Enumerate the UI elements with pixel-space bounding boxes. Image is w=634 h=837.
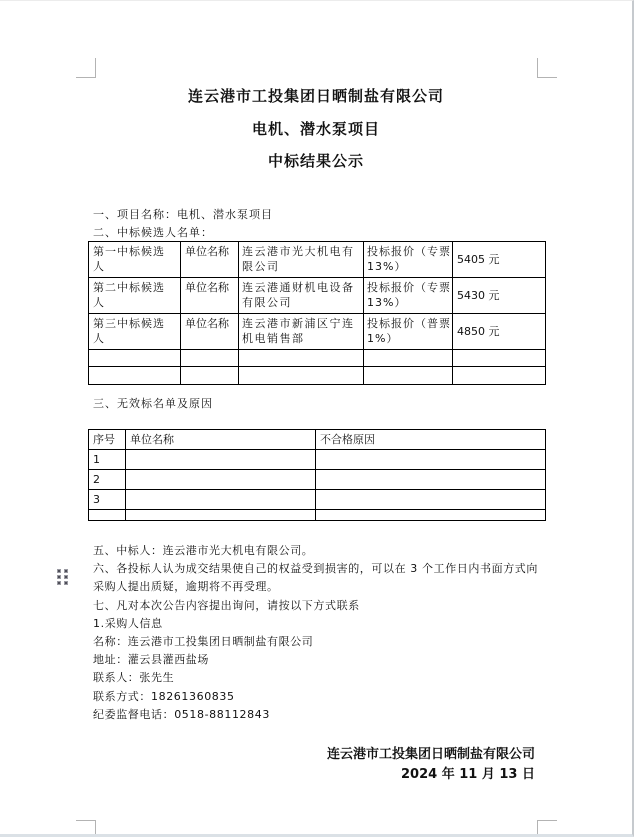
price-cell: 4850 元 xyxy=(453,314,546,350)
table-row xyxy=(89,278,546,314)
signature-date: 2024 年 11 月 13 日 xyxy=(401,766,535,782)
candidate-rank-cell: 第二中标候选人 xyxy=(89,278,181,314)
object-anchor-handle-icon[interactable] xyxy=(57,569,69,587)
row-number-cell xyxy=(89,510,126,521)
column-header-reason: 不合格原因 xyxy=(316,430,546,450)
company-name-cell xyxy=(126,470,316,490)
reason-cell xyxy=(316,450,546,470)
company-cell: 连云港市光大机电有限公司 xyxy=(239,242,364,278)
table-row-empty xyxy=(89,367,546,385)
contact-phone-line: 联系方式：18261360835 xyxy=(93,689,235,703)
section-invalid-heading: 三、无效标名单及原因 xyxy=(93,397,213,410)
candidate-rank-cell: 第三中标候选人 xyxy=(89,314,181,350)
objection-line: 六、各投标人认为成交结果使自己的权益受到损害的，可以在 3 个工作日内书面方式向采购人提出质疑，逾期将不再受理。 xyxy=(93,562,538,594)
dot xyxy=(64,569,68,573)
field-label-cell: 单位名称 xyxy=(181,242,239,278)
company-title: 连云港市工投集团日晒制盐有限公司 xyxy=(187,87,444,105)
purchaser-address-line: 地址：灌云县灌西盐场 xyxy=(93,653,209,667)
reason-cell xyxy=(316,470,546,490)
dot xyxy=(64,575,68,579)
dot xyxy=(57,575,61,579)
row-number-cell: 3 xyxy=(89,490,126,510)
row-number-cell: 1 xyxy=(89,450,126,470)
dot xyxy=(64,581,68,585)
company-cell: 连云港通财机电设备有限公司 xyxy=(239,278,364,314)
company-name-cell xyxy=(126,450,316,470)
empty-cell xyxy=(239,367,364,385)
table-row xyxy=(89,242,546,278)
company-cell: 连云港市新浦区宁连机电销售部 xyxy=(239,314,364,350)
section-candidates-heading: 二、中标候选人名单： xyxy=(93,226,213,239)
text-boundary-mark-bottom-right xyxy=(537,820,557,837)
table-row xyxy=(89,490,546,510)
company-name-cell xyxy=(126,490,316,510)
company-name-cell xyxy=(126,510,316,521)
reason-cell xyxy=(316,510,546,521)
purchaser-name-line: 名称：连云港市工投集团日晒制盐有限公司 xyxy=(93,635,314,649)
contact-intro-line: 七、凡对本次公告内容提出询问，请按以下方式联系 xyxy=(93,598,360,612)
column-header-seq: 序号 xyxy=(89,430,126,450)
price-cell: 5405 元 xyxy=(453,242,546,278)
empty-cell xyxy=(453,367,546,385)
field-label-cell: 单位名称 xyxy=(181,314,239,350)
text-boundary-mark-bottom-left xyxy=(76,820,96,837)
contact-person-line: 联系人：张先生 xyxy=(93,671,175,685)
winner-line: 五、中标人：连云港市光大机电有限公司。 xyxy=(93,544,314,557)
text-boundary-mark-top-right xyxy=(537,58,557,78)
supervision-phone-line: 纪委监督电话：0518-88112843 xyxy=(93,707,270,721)
table-row xyxy=(89,470,546,490)
table-row xyxy=(89,314,546,350)
signature-company: 连云港市工投集团日晒制盐有限公司 xyxy=(326,747,535,762)
price-label-cell: 投标报价（专票 13%） xyxy=(364,242,453,278)
project-title: 电机、潜水泵项目 xyxy=(251,120,380,138)
table-header-row xyxy=(89,430,546,450)
table-row-empty xyxy=(89,510,546,521)
table-row xyxy=(89,450,546,470)
empty-cell xyxy=(181,367,239,385)
table-row-empty xyxy=(89,350,546,367)
candidate-rank-cell: 第一中标候选人 xyxy=(89,242,181,278)
signature-block xyxy=(327,745,535,784)
invalid-bids-table xyxy=(88,429,546,521)
reason-cell xyxy=(316,490,546,510)
price-label-cell: 投标报价（普票 1%） xyxy=(364,314,453,350)
empty-cell xyxy=(89,367,181,385)
dot xyxy=(57,581,61,585)
field-label-cell: 单位名称 xyxy=(181,278,239,314)
dot xyxy=(57,569,61,573)
empty-cell xyxy=(453,350,546,367)
text-boundary-mark-top-left xyxy=(76,58,96,78)
empty-cell xyxy=(239,350,364,367)
row-number-cell: 2 xyxy=(89,470,126,490)
price-cell: 5430 元 xyxy=(453,278,546,314)
candidates-table xyxy=(88,241,546,385)
purchaser-info-line: 1.采购人信息 xyxy=(93,616,163,630)
empty-cell xyxy=(181,350,239,367)
empty-cell xyxy=(364,350,453,367)
section-project-name: 一、项目名称：电机、潜水泵项目 xyxy=(93,208,273,221)
empty-cell xyxy=(89,350,181,367)
announcement-body xyxy=(93,542,538,724)
empty-cell xyxy=(364,367,453,385)
column-header-company: 单位名称 xyxy=(126,430,316,450)
announcement-title: 中标结果公示 xyxy=(267,152,364,170)
price-label-cell: 投标报价（专票 13%） xyxy=(364,278,453,314)
